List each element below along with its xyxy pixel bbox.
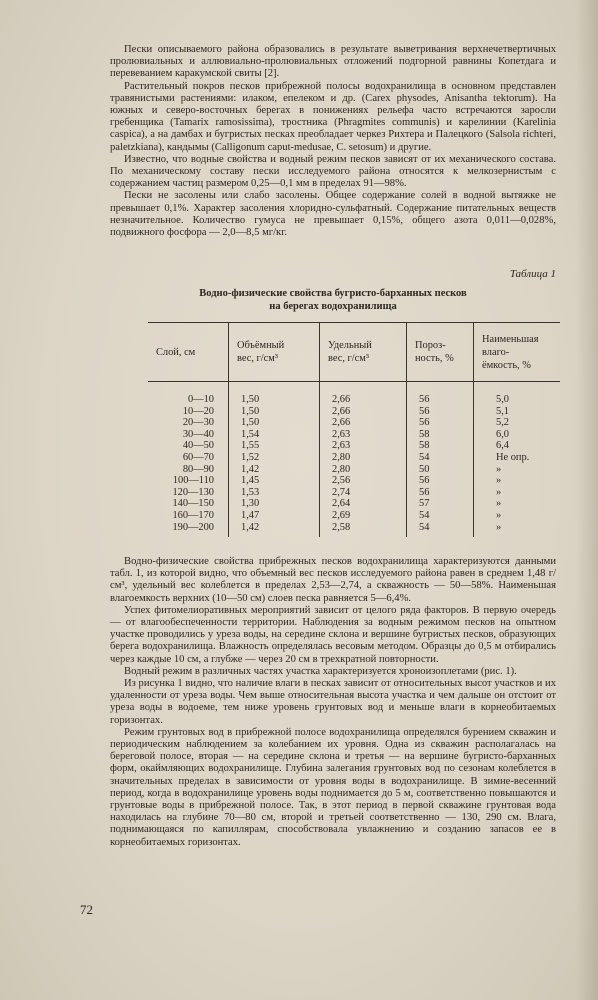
table-title-line: Водно-физические свойства бугристо-барханных песков — [199, 288, 467, 299]
cell-specific-weight: 2,63 — [320, 429, 407, 441]
cell-volume-weight: 1,30 — [229, 498, 320, 510]
cell-porosity: 57 — [407, 498, 474, 510]
cell-porosity: 56 — [407, 475, 474, 487]
paragraph: Растительный покров песков прибрежной полосы водохранилища в основном представлен травянистыми растениями: илаком, епелеком и др. (Carex physodes, Anisantha tektorum). На южных и северо-восточных берегах в понижениях рельефа часто встречаются заросли гребенщика (Tamarix ramosissima), тростника (Phragmites communis) и карелинии (Karelinia caspica), а на дамбах и бугристых песках преобладает черкез Рихтера и Палецкого (Salsola richteri, paletzkiana), кандымы (Calligonum caput-medusae, C. setosum) и другие. — [110, 80, 556, 153]
cell-moisture-capacity: Не опр. — [474, 452, 561, 464]
cell-layer: 160—170 — [172, 509, 214, 521]
cell-moisture-capacity: 5,0 — [474, 382, 561, 406]
table-row — [148, 487, 560, 499]
table-row — [148, 464, 560, 476]
table-header-row — [148, 323, 560, 382]
cell-specific-weight: 2,66 — [320, 417, 407, 429]
properties-table — [148, 322, 560, 537]
paragraph: Из рисунка 1 видно, что наличие влаги в песках зависит от относительных высот участков и их удаленности от уреза воды. Чем выше относительная высота участка и чем дальше он отстоит от уреза воды в водоеме, тем ниже уровень грунтовых вод и меньше влаги в корнеобитаемых горизонтах. — [110, 678, 556, 726]
cell-porosity: 54 — [407, 522, 474, 538]
text-block-bottom — [110, 556, 556, 849]
cell-moisture-capacity: 6,4 — [474, 440, 561, 452]
cell-volume-weight: 1,47 — [229, 510, 320, 522]
cell-moisture-capacity: » — [474, 487, 561, 499]
paragraph: Водно-физические свойства прибрежных песков водохранилища характеризуются данными табл. 1, из которой видно, что объемный вес песков исследуемого района равен в среднем 1,48 г/см³, удельный вес колеблется в пределах 2,53—2,74, а скважность — 50—58%. Наименьшая влагоемкость верхних (10—50 см) слоев песка равняется 5—6,4%. — [110, 556, 556, 604]
cell-specific-weight: 2,64 — [320, 498, 407, 510]
cell-layer: 0—10 — [188, 394, 214, 405]
paragraph: Водный режим в различных частях участка характеризуется хроноизоплетами (рис. 1). — [124, 665, 517, 677]
cell-moisture-capacity: » — [474, 522, 561, 538]
cell-specific-weight: 2,56 — [320, 475, 407, 487]
cell-porosity: 54 — [407, 510, 474, 522]
cell-moisture-capacity: » — [474, 464, 561, 476]
cell-volume-weight: 1,54 — [229, 429, 320, 441]
cell-layer: 80—90 — [182, 463, 214, 475]
cell-specific-weight: 2,74 — [320, 487, 407, 499]
text-block-top — [110, 44, 556, 239]
cell-volume-weight: 1,55 — [229, 440, 320, 452]
cell-specific-weight: 2,66 — [320, 406, 407, 418]
cell-specific-weight: 2,63 — [320, 440, 407, 452]
cell-specific-weight: 2,58 — [320, 522, 407, 538]
cell-porosity: 56 — [407, 417, 474, 429]
cell-layer: 60—70 — [182, 451, 214, 463]
page-number: 72 — [80, 902, 93, 917]
table-title — [110, 288, 556, 313]
table-row — [148, 382, 560, 406]
cell-volume-weight: 1,45 — [229, 475, 320, 487]
cell-layer: 30—40 — [182, 428, 214, 440]
table-row — [148, 417, 560, 429]
cell-porosity: 56 — [407, 382, 474, 406]
cell-layer: 40—50 — [182, 440, 214, 452]
table-row — [148, 452, 560, 464]
cell-volume-weight: 1,42 — [229, 464, 320, 476]
cell-moisture-capacity: » — [474, 510, 561, 522]
paragraph: Пески не засолены или слабо засолены. Общее содержание солей в водной вытяжке не превышает 0,1%. Характер засоления хлоридно-сульфатный. Содержание питательных веществ незначительное. Количество гумуса не превышает 0,15%, общего азота 0,011—0,028%, подвижного фосфора — 2,0—8,5 мг/кг. — [110, 190, 556, 239]
table-row — [148, 498, 560, 510]
paragraph: Пески описываемого района образовались в результате выветривания верхнечетвертичных пролювиальных и аллювиально-пролювиальных отложений подгорной равнины Копетдага и перевеванием каракумской свиты [2]. — [110, 44, 556, 80]
paragraph: Известно, что водные свойства и водный режим песков зависят от их механического состава. По механическому составу пески исследуемого района относятся к мелкозернистым с содержанием частиц размером 0,25—0,1 мм в пределах 91—98%. — [110, 153, 556, 190]
cell-porosity: 56 — [407, 406, 474, 418]
cell-layer: 100—110 — [172, 475, 214, 487]
table-row — [148, 475, 560, 487]
table-body — [148, 382, 560, 538]
table-row — [148, 440, 560, 452]
cell-layer: 190—200 — [172, 521, 214, 533]
cell-porosity: 56 — [407, 487, 474, 499]
table-row — [148, 522, 560, 538]
cell-porosity: 50 — [407, 464, 474, 476]
header-specific-weight: Удельный вес, г/см³ — [320, 323, 407, 382]
cell-specific-weight: 2,69 — [320, 510, 407, 522]
cell-volume-weight: 1,50 — [229, 382, 320, 406]
cell-volume-weight: 1,52 — [229, 452, 320, 464]
cell-moisture-capacity: » — [474, 475, 561, 487]
cell-specific-weight: 2,80 — [320, 464, 407, 476]
table-title-line: на берегах водохранилища — [269, 300, 397, 312]
cell-specific-weight: 2,80 — [320, 452, 407, 464]
cell-volume-weight: 1,42 — [229, 522, 320, 538]
cell-volume-weight: 1,53 — [229, 487, 320, 499]
cell-moisture-capacity: 5,1 — [474, 406, 561, 418]
cell-porosity: 58 — [407, 429, 474, 441]
table-row — [148, 429, 560, 441]
header-porosity: Пороз- ность, % — [407, 323, 474, 382]
cell-volume-weight: 1,50 — [229, 406, 320, 418]
header-volume-weight: Объёмный вес, г/см³ — [229, 323, 320, 382]
cell-volume-weight: 1,50 — [229, 417, 320, 429]
header-moisture-capacity: Наименьшая влаго- ёмкость, % — [474, 323, 561, 382]
cell-layer: 140—150 — [172, 498, 214, 510]
cell-porosity: 54 — [407, 452, 474, 464]
cell-moisture-capacity: » — [474, 498, 561, 510]
table-row — [148, 406, 560, 418]
table-caption: Таблица 1 — [509, 268, 556, 280]
cell-layer: 120—130 — [172, 486, 214, 498]
cell-porosity: 58 — [407, 440, 474, 452]
cell-specific-weight: 2,66 — [320, 382, 407, 406]
cell-layer: 10—20 — [182, 405, 214, 417]
cell-layer: 20—30 — [182, 417, 214, 429]
header-layer: Слой, см — [148, 323, 229, 382]
table-row — [148, 510, 560, 522]
cell-moisture-capacity: 6,0 — [474, 429, 561, 441]
paragraph: Успех фитомелиоративных мероприятий зависит от целого ряда факторов. В первую очередь — от влагообеспеченности территории. Наблюдения за водным режимом песков на опытном участке проводились у уреза воды, на середине склона и вершине бугристых песков, образующих берега водохранилища. Влажность определялась весовым методом. Образцы до 0,5 м отбирались через каждые 10 см, а глубже — через 20 см в трехкратной повторности. — [110, 604, 556, 665]
paragraph: Режим грунтовых вод в прибрежной полосе водохранилища определялся бурением скважин и периодическим наблюдением за колебанием их уровня. Одна из скважин располагалась на береговой полосе, вторая — на середине склона и третья — на вершине бугристо-барханных форм, окаймляющих водохранилище. Глубина залегания грунтовых вод по сезонам колеблется в значительных пределах в зависимости от уровня воды в водохранилище. В зимне-весенний период, когда в водохранилище уровень воды поднимается до 5 м, соответственно повышаются и грунтовые воды в прибрежной полосе. Так, в этот период в первой скважине грунтовая вода находилась на глубине 70—80 см, второй и третьей соответственно — 130, 290 см. Влага, поднимающаяся по капиллярам, способствовала увлажнению и созданию запасов ее в корнеобитаемых горизонтах. — [110, 726, 556, 848]
cell-moisture-capacity: 5,2 — [474, 417, 561, 429]
